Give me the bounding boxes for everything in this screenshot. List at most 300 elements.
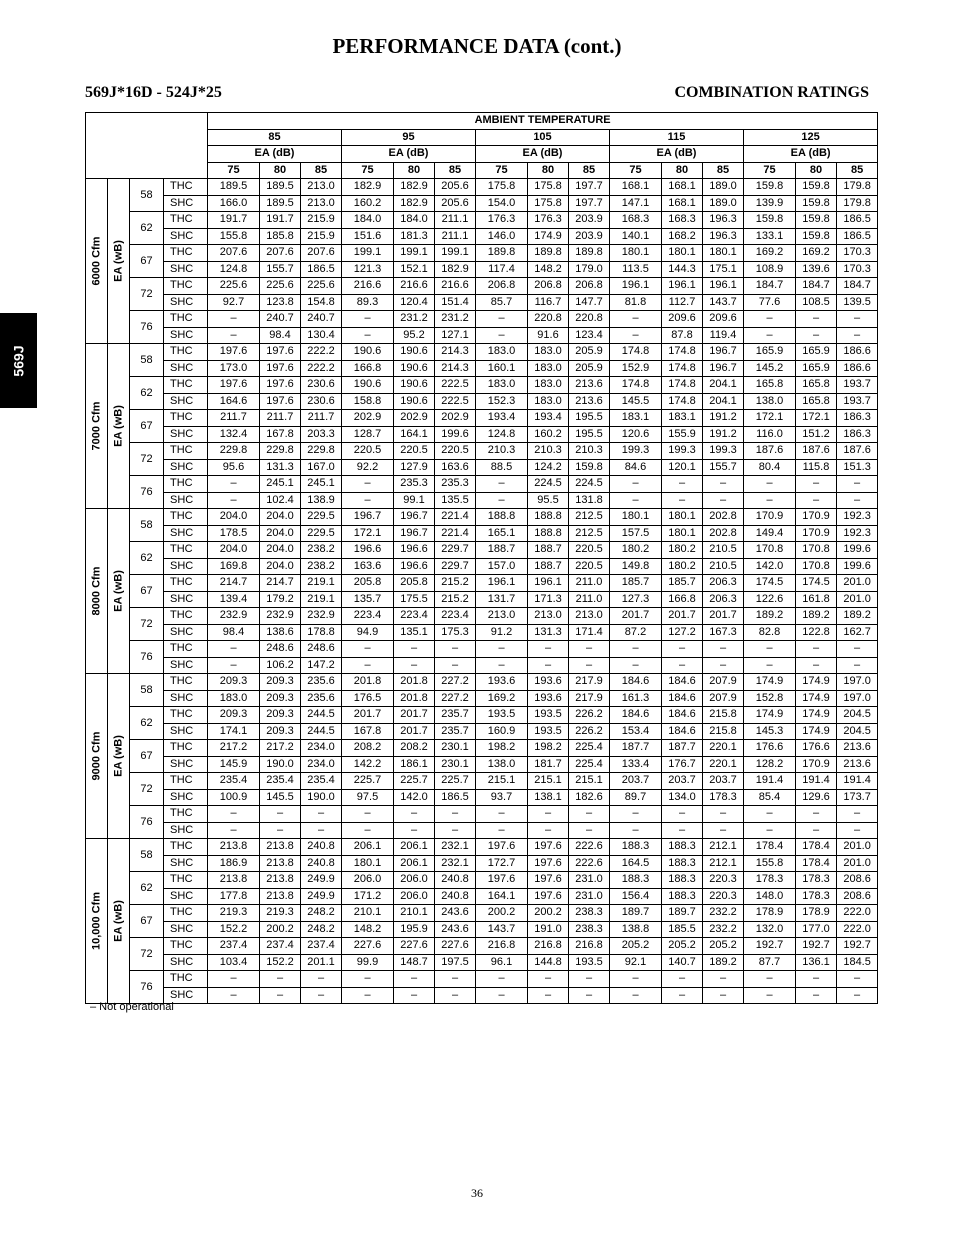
thc-value: 223.4 (342, 608, 394, 625)
thc-value: 189.5 (260, 179, 301, 196)
thc-value: 193.5 (528, 707, 569, 724)
shc-value: 190.6 (394, 393, 435, 410)
thc-value: 189.8 (528, 245, 569, 262)
thc-label: THC (164, 278, 208, 295)
shc-value: – (744, 327, 796, 344)
thc-value: 188.7 (528, 542, 569, 559)
thc-value: 196.7 (394, 509, 435, 526)
shc-value: 220.5 (569, 558, 610, 575)
shc-label: SHC (164, 195, 208, 212)
db-col-header: 80 (796, 162, 837, 179)
shc-value: 157.5 (610, 525, 662, 542)
thc-value: 180.2 (610, 542, 662, 559)
shc-label: SHC (164, 657, 208, 674)
thc-value: – (435, 806, 476, 823)
wb-value: 72 (130, 278, 164, 311)
thc-value: 237.4 (301, 938, 342, 955)
shc-value: 156.4 (610, 888, 662, 905)
thc-value: 240.7 (301, 311, 342, 328)
table-row (86, 723, 878, 740)
shc-value: – (610, 492, 662, 509)
shc-value: 167.3 (703, 624, 744, 641)
thc-value: 201.7 (703, 608, 744, 625)
shc-value: 128.7 (342, 426, 394, 443)
thc-value: 219.1 (301, 575, 342, 592)
ea-wb-label (108, 839, 130, 1004)
shc-value: 217.9 (569, 690, 610, 707)
thc-value: – (476, 476, 528, 493)
shc-value: 174.1 (208, 723, 260, 740)
shc-value: 89.3 (342, 294, 394, 311)
thc-label: THC (164, 707, 208, 724)
shc-value: 135.5 (435, 492, 476, 509)
wb-value: 58 (130, 839, 164, 872)
shc-value: 185.5 (662, 921, 703, 938)
thc-value: 205.2 (703, 938, 744, 955)
thc-value: – (435, 971, 476, 988)
shc-value: 177.8 (208, 888, 260, 905)
shc-value: 203.3 (301, 426, 342, 443)
shc-value: 207.9 (703, 690, 744, 707)
shc-value: 130.4 (301, 327, 342, 344)
shc-value: 165.1 (476, 525, 528, 542)
thc-value: 235.7 (435, 707, 476, 724)
thc-value: 178.9 (796, 905, 837, 922)
thc-value: – (796, 806, 837, 823)
shc-value: – (837, 327, 878, 344)
shc-value: 205.9 (569, 360, 610, 377)
table-row (86, 294, 878, 311)
thc-value: – (435, 641, 476, 658)
thc-value: – (703, 476, 744, 493)
shc-value: 144.8 (528, 954, 569, 971)
thc-value: 217.2 (260, 740, 301, 757)
thc-value: 196.6 (342, 542, 394, 559)
shc-value: 238.2 (301, 558, 342, 575)
shc-label: SHC (164, 855, 208, 872)
ea-db-header: EA (dB) (610, 146, 744, 163)
thc-value: 170.8 (796, 542, 837, 559)
shc-value: 170.3 (837, 261, 878, 278)
shc-value: 127.3 (610, 591, 662, 608)
shc-value: 195.9 (394, 921, 435, 938)
shc-value: 95.2 (394, 327, 435, 344)
shc-value: 171.3 (528, 591, 569, 608)
thc-value: 189.2 (837, 608, 878, 625)
db-col-header: 85 (435, 162, 476, 179)
shc-value: 202.8 (703, 525, 744, 542)
thc-value: 230.6 (301, 377, 342, 394)
thc-value: 201.7 (394, 707, 435, 724)
table-row (86, 575, 878, 592)
shc-value: – (435, 822, 476, 839)
wb-value: 76 (130, 476, 164, 509)
thc-value: 227.6 (435, 938, 476, 955)
wb-value: 62 (130, 707, 164, 740)
shc-value: 155.9 (662, 426, 703, 443)
shc-value: 172.1 (342, 525, 394, 542)
shc-value: 177.0 (796, 921, 837, 938)
thc-value: 202.8 (703, 509, 744, 526)
thc-value: 225.7 (342, 773, 394, 790)
shc-value: 186.1 (394, 756, 435, 773)
thc-label: THC (164, 542, 208, 559)
shc-value: 211.1 (435, 228, 476, 245)
wb-value: 58 (130, 179, 164, 212)
shc-value: – (342, 327, 394, 344)
shc-value: 138.0 (476, 756, 528, 773)
shc-label: SHC (164, 624, 208, 641)
shc-value: 190.0 (260, 756, 301, 773)
thc-value: 220.5 (435, 443, 476, 460)
shc-value: 201.0 (837, 855, 878, 872)
thc-value: 224.5 (569, 476, 610, 493)
thc-label: THC (164, 212, 208, 229)
shc-value: 222.6 (569, 855, 610, 872)
shc-value: 200.2 (260, 921, 301, 938)
shc-value: 160.1 (476, 360, 528, 377)
shc-value: 155.8 (744, 855, 796, 872)
shc-value: – (796, 327, 837, 344)
shc-value: – (435, 987, 476, 1004)
thc-label: THC (164, 575, 208, 592)
thc-value: 206.1 (394, 839, 435, 856)
shc-value: 188.3 (662, 888, 703, 905)
wb-value: 67 (130, 905, 164, 938)
ea-db-header: EA (dB) (342, 146, 476, 163)
side-tab (0, 313, 37, 408)
shc-value: – (662, 657, 703, 674)
thc-value: 179.8 (837, 179, 878, 196)
thc-value: – (744, 311, 796, 328)
shc-value: 211.0 (569, 591, 610, 608)
thc-value: – (476, 641, 528, 658)
thc-value: 202.9 (435, 410, 476, 427)
shc-label: SHC (164, 921, 208, 938)
thc-value: 208.6 (837, 872, 878, 889)
shc-value: – (394, 987, 435, 1004)
shc-value: 182.9 (435, 261, 476, 278)
shc-value: 140.7 (662, 954, 703, 971)
shc-value: – (528, 657, 569, 674)
thc-value: 180.1 (662, 245, 703, 262)
shc-value: 227.2 (435, 690, 476, 707)
thc-value: 206.8 (528, 278, 569, 295)
thc-value: 213.6 (569, 377, 610, 394)
shc-value: – (610, 657, 662, 674)
shc-value: 197.0 (837, 690, 878, 707)
thc-label: THC (164, 740, 208, 757)
shc-value: 166.0 (208, 195, 260, 212)
thc-value: 220.5 (394, 443, 435, 460)
thc-value: 205.8 (394, 575, 435, 592)
shc-value: 193.7 (837, 393, 878, 410)
thc-value: 196.1 (703, 278, 744, 295)
thc-label: THC (164, 179, 208, 196)
shc-value: 171.2 (342, 888, 394, 905)
thc-value: 187.6 (744, 443, 796, 460)
shc-value: 91.2 (476, 624, 528, 641)
shc-value: 171.4 (569, 624, 610, 641)
thc-value: 197.6 (208, 344, 260, 361)
thc-value: 182.9 (342, 179, 394, 196)
shc-value: 148.7 (394, 954, 435, 971)
thc-value: 210.3 (528, 443, 569, 460)
thc-value: 234.0 (301, 740, 342, 757)
shc-value: 232.1 (435, 855, 476, 872)
thc-value: 206.0 (342, 872, 394, 889)
thc-value: 159.8 (796, 179, 837, 196)
shc-value: 193.5 (569, 954, 610, 971)
table-row (86, 773, 878, 790)
shc-value: 108.9 (744, 261, 796, 278)
thc-value: 169.2 (796, 245, 837, 262)
shc-value: – (744, 657, 796, 674)
shc-value: 134.0 (662, 789, 703, 806)
thc-value: 200.2 (528, 905, 569, 922)
shc-value: 204.1 (703, 393, 744, 410)
thc-value: 213.8 (208, 839, 260, 856)
thc-value: 199.3 (662, 443, 703, 460)
thc-label: THC (164, 872, 208, 889)
shc-value: 82.8 (744, 624, 796, 641)
thc-value: – (301, 806, 342, 823)
thc-value: 219.3 (208, 905, 260, 922)
thc-value: 190.6 (394, 344, 435, 361)
shc-value: – (528, 822, 569, 839)
table-row (86, 344, 878, 361)
thc-value: 205.8 (342, 575, 394, 592)
shc-value: 102.4 (260, 492, 301, 509)
thc-value: 215.1 (528, 773, 569, 790)
shc-value: 155.7 (260, 261, 301, 278)
shc-value: 206.3 (703, 591, 744, 608)
table-row (86, 393, 878, 410)
thc-label: THC (164, 311, 208, 328)
shc-value: 181.3 (394, 228, 435, 245)
thc-value: 214.7 (208, 575, 260, 592)
thc-value: 209.3 (260, 674, 301, 691)
shc-value: 191.0 (528, 921, 569, 938)
ea-wb-label-text: EA (wB) (112, 240, 124, 282)
shc-value: 112.7 (662, 294, 703, 311)
shc-value: 235.6 (301, 690, 342, 707)
shc-value: – (394, 822, 435, 839)
thc-label: THC (164, 344, 208, 361)
shc-value: – (662, 822, 703, 839)
thc-value: 187.6 (837, 443, 878, 460)
ea-db-header: EA (dB) (208, 146, 342, 163)
table-row (86, 476, 878, 493)
shc-value: 138.8 (610, 921, 662, 938)
thc-value: 176.6 (796, 740, 837, 757)
thc-value: 197.0 (837, 674, 878, 691)
thc-value: 229.7 (435, 542, 476, 559)
shc-value: 142.0 (744, 558, 796, 575)
thc-value: 213.0 (528, 608, 569, 625)
thc-value: 201.0 (837, 839, 878, 856)
thc-value: 184.7 (837, 278, 878, 295)
thc-value: 208.2 (342, 740, 394, 757)
shc-value: 197.6 (528, 888, 569, 905)
thc-value: 184.7 (744, 278, 796, 295)
shc-value: 88.5 (476, 459, 528, 476)
shc-value: 170.8 (796, 558, 837, 575)
thc-value: – (796, 311, 837, 328)
shc-value: 235.7 (435, 723, 476, 740)
shc-label: SHC (164, 294, 208, 311)
section-heading: COMBINATION RATINGS (674, 84, 869, 101)
thc-value: 168.1 (610, 179, 662, 196)
thc-value: 212.1 (703, 839, 744, 856)
shc-value: 180.1 (342, 855, 394, 872)
shc-value: 174.9 (528, 228, 569, 245)
thc-value: 198.2 (528, 740, 569, 757)
shc-label: SHC (164, 525, 208, 542)
thc-value: 245.1 (260, 476, 301, 493)
thc-value: – (528, 641, 569, 658)
thc-value: 243.6 (435, 905, 476, 922)
db-col-header: 75 (744, 162, 796, 179)
shc-value: 164.1 (394, 426, 435, 443)
cfm-label (86, 839, 108, 1004)
wb-value: 76 (130, 806, 164, 839)
shc-value: – (342, 822, 394, 839)
shc-value: 77.6 (744, 294, 796, 311)
thc-value: 240.8 (435, 872, 476, 889)
shc-value: 138.9 (301, 492, 342, 509)
table-row (86, 459, 878, 476)
thc-value: 229.8 (208, 443, 260, 460)
shc-value: 215.9 (301, 228, 342, 245)
thc-value: 235.4 (301, 773, 342, 790)
thc-value: 196.1 (662, 278, 703, 295)
thc-value: 211.7 (260, 410, 301, 427)
shc-value: – (610, 822, 662, 839)
thc-value: – (208, 641, 260, 658)
table-row (86, 278, 878, 295)
thc-value: 207.6 (260, 245, 301, 262)
thc-value: 219.3 (260, 905, 301, 922)
thc-value: 200.2 (476, 905, 528, 922)
thc-value: 225.4 (569, 740, 610, 757)
shc-value: 145.5 (610, 393, 662, 410)
shc-value: – (837, 657, 878, 674)
thc-value: – (837, 971, 878, 988)
thc-value: 191.4 (744, 773, 796, 790)
thc-value: 210.5 (703, 542, 744, 559)
thc-label: THC (164, 971, 208, 988)
shc-value: 142.2 (342, 756, 394, 773)
shc-value: 209.3 (260, 690, 301, 707)
thc-value: 186.5 (837, 212, 878, 229)
shc-value: 184.6 (662, 723, 703, 740)
thc-value: 229.8 (260, 443, 301, 460)
thc-value: 248.6 (301, 641, 342, 658)
thc-value: 220.5 (342, 443, 394, 460)
shc-value: 120.6 (610, 426, 662, 443)
ea-wb-label-text: EA (wB) (112, 405, 124, 447)
thc-value: 182.9 (394, 179, 435, 196)
thc-value: 224.5 (528, 476, 569, 493)
shc-value: 201.8 (394, 690, 435, 707)
shc-value: 139.4 (208, 591, 260, 608)
shc-value: 172.7 (476, 855, 528, 872)
thc-label: THC (164, 905, 208, 922)
shc-value: 147.1 (610, 195, 662, 212)
ea-wb-label-text: EA (wB) (112, 900, 124, 942)
thc-value: 216.6 (394, 278, 435, 295)
shc-value: – (837, 822, 878, 839)
thc-value: 203.7 (610, 773, 662, 790)
shc-value: 215.2 (435, 591, 476, 608)
shc-value: 186.3 (837, 426, 878, 443)
thc-value: 220.3 (703, 872, 744, 889)
shc-value: 163.6 (435, 459, 476, 476)
shc-value: – (796, 987, 837, 1004)
shc-value: 140.1 (610, 228, 662, 245)
thc-value: – (837, 806, 878, 823)
shc-value: – (703, 492, 744, 509)
shc-value: 175.1 (703, 261, 744, 278)
thc-value: 184.6 (610, 707, 662, 724)
shc-value: 152.8 (744, 690, 796, 707)
thc-value: 199.1 (435, 245, 476, 262)
thc-value: – (569, 971, 610, 988)
thc-value: 211.7 (301, 410, 342, 427)
thc-value: – (260, 971, 301, 988)
shc-value: 213.6 (837, 756, 878, 773)
thc-value: 213.0 (476, 608, 528, 625)
shc-value: – (342, 987, 394, 1004)
shc-value: 80.4 (744, 459, 796, 476)
shc-value: – (703, 657, 744, 674)
shc-label: SHC (164, 723, 208, 740)
thc-value: 225.7 (435, 773, 476, 790)
shc-value: 220.1 (703, 756, 744, 773)
shc-value: 96.1 (476, 954, 528, 971)
shc-value: 133.4 (610, 756, 662, 773)
thc-value: 183.0 (476, 377, 528, 394)
shc-value: 168.1 (662, 195, 703, 212)
shc-value: 143.7 (703, 294, 744, 311)
shc-value: 215.8 (703, 723, 744, 740)
thc-value: 222.2 (301, 344, 342, 361)
shc-value: 97.5 (342, 789, 394, 806)
thc-value: 184.0 (394, 212, 435, 229)
thc-value: 197.6 (260, 377, 301, 394)
thc-value: – (610, 971, 662, 988)
thc-value: 196.7 (703, 344, 744, 361)
shc-value: 135.1 (394, 624, 435, 641)
thc-value: 189.8 (569, 245, 610, 262)
shc-value: – (476, 492, 528, 509)
thc-value: 245.1 (301, 476, 342, 493)
shc-value: 186.5 (435, 789, 476, 806)
thc-value: – (528, 806, 569, 823)
shc-value: – (610, 987, 662, 1004)
table-row (86, 360, 878, 377)
thc-value: 193.6 (476, 674, 528, 691)
db-col-header: 75 (610, 162, 662, 179)
shc-value: 148.2 (342, 921, 394, 938)
ea-wb-label-text: EA (wB) (112, 735, 124, 777)
shc-value: 189.5 (260, 195, 301, 212)
thc-value: – (703, 806, 744, 823)
shc-value: 132.4 (208, 426, 260, 443)
ea-wb-label (108, 179, 130, 344)
shc-value: – (744, 822, 796, 839)
